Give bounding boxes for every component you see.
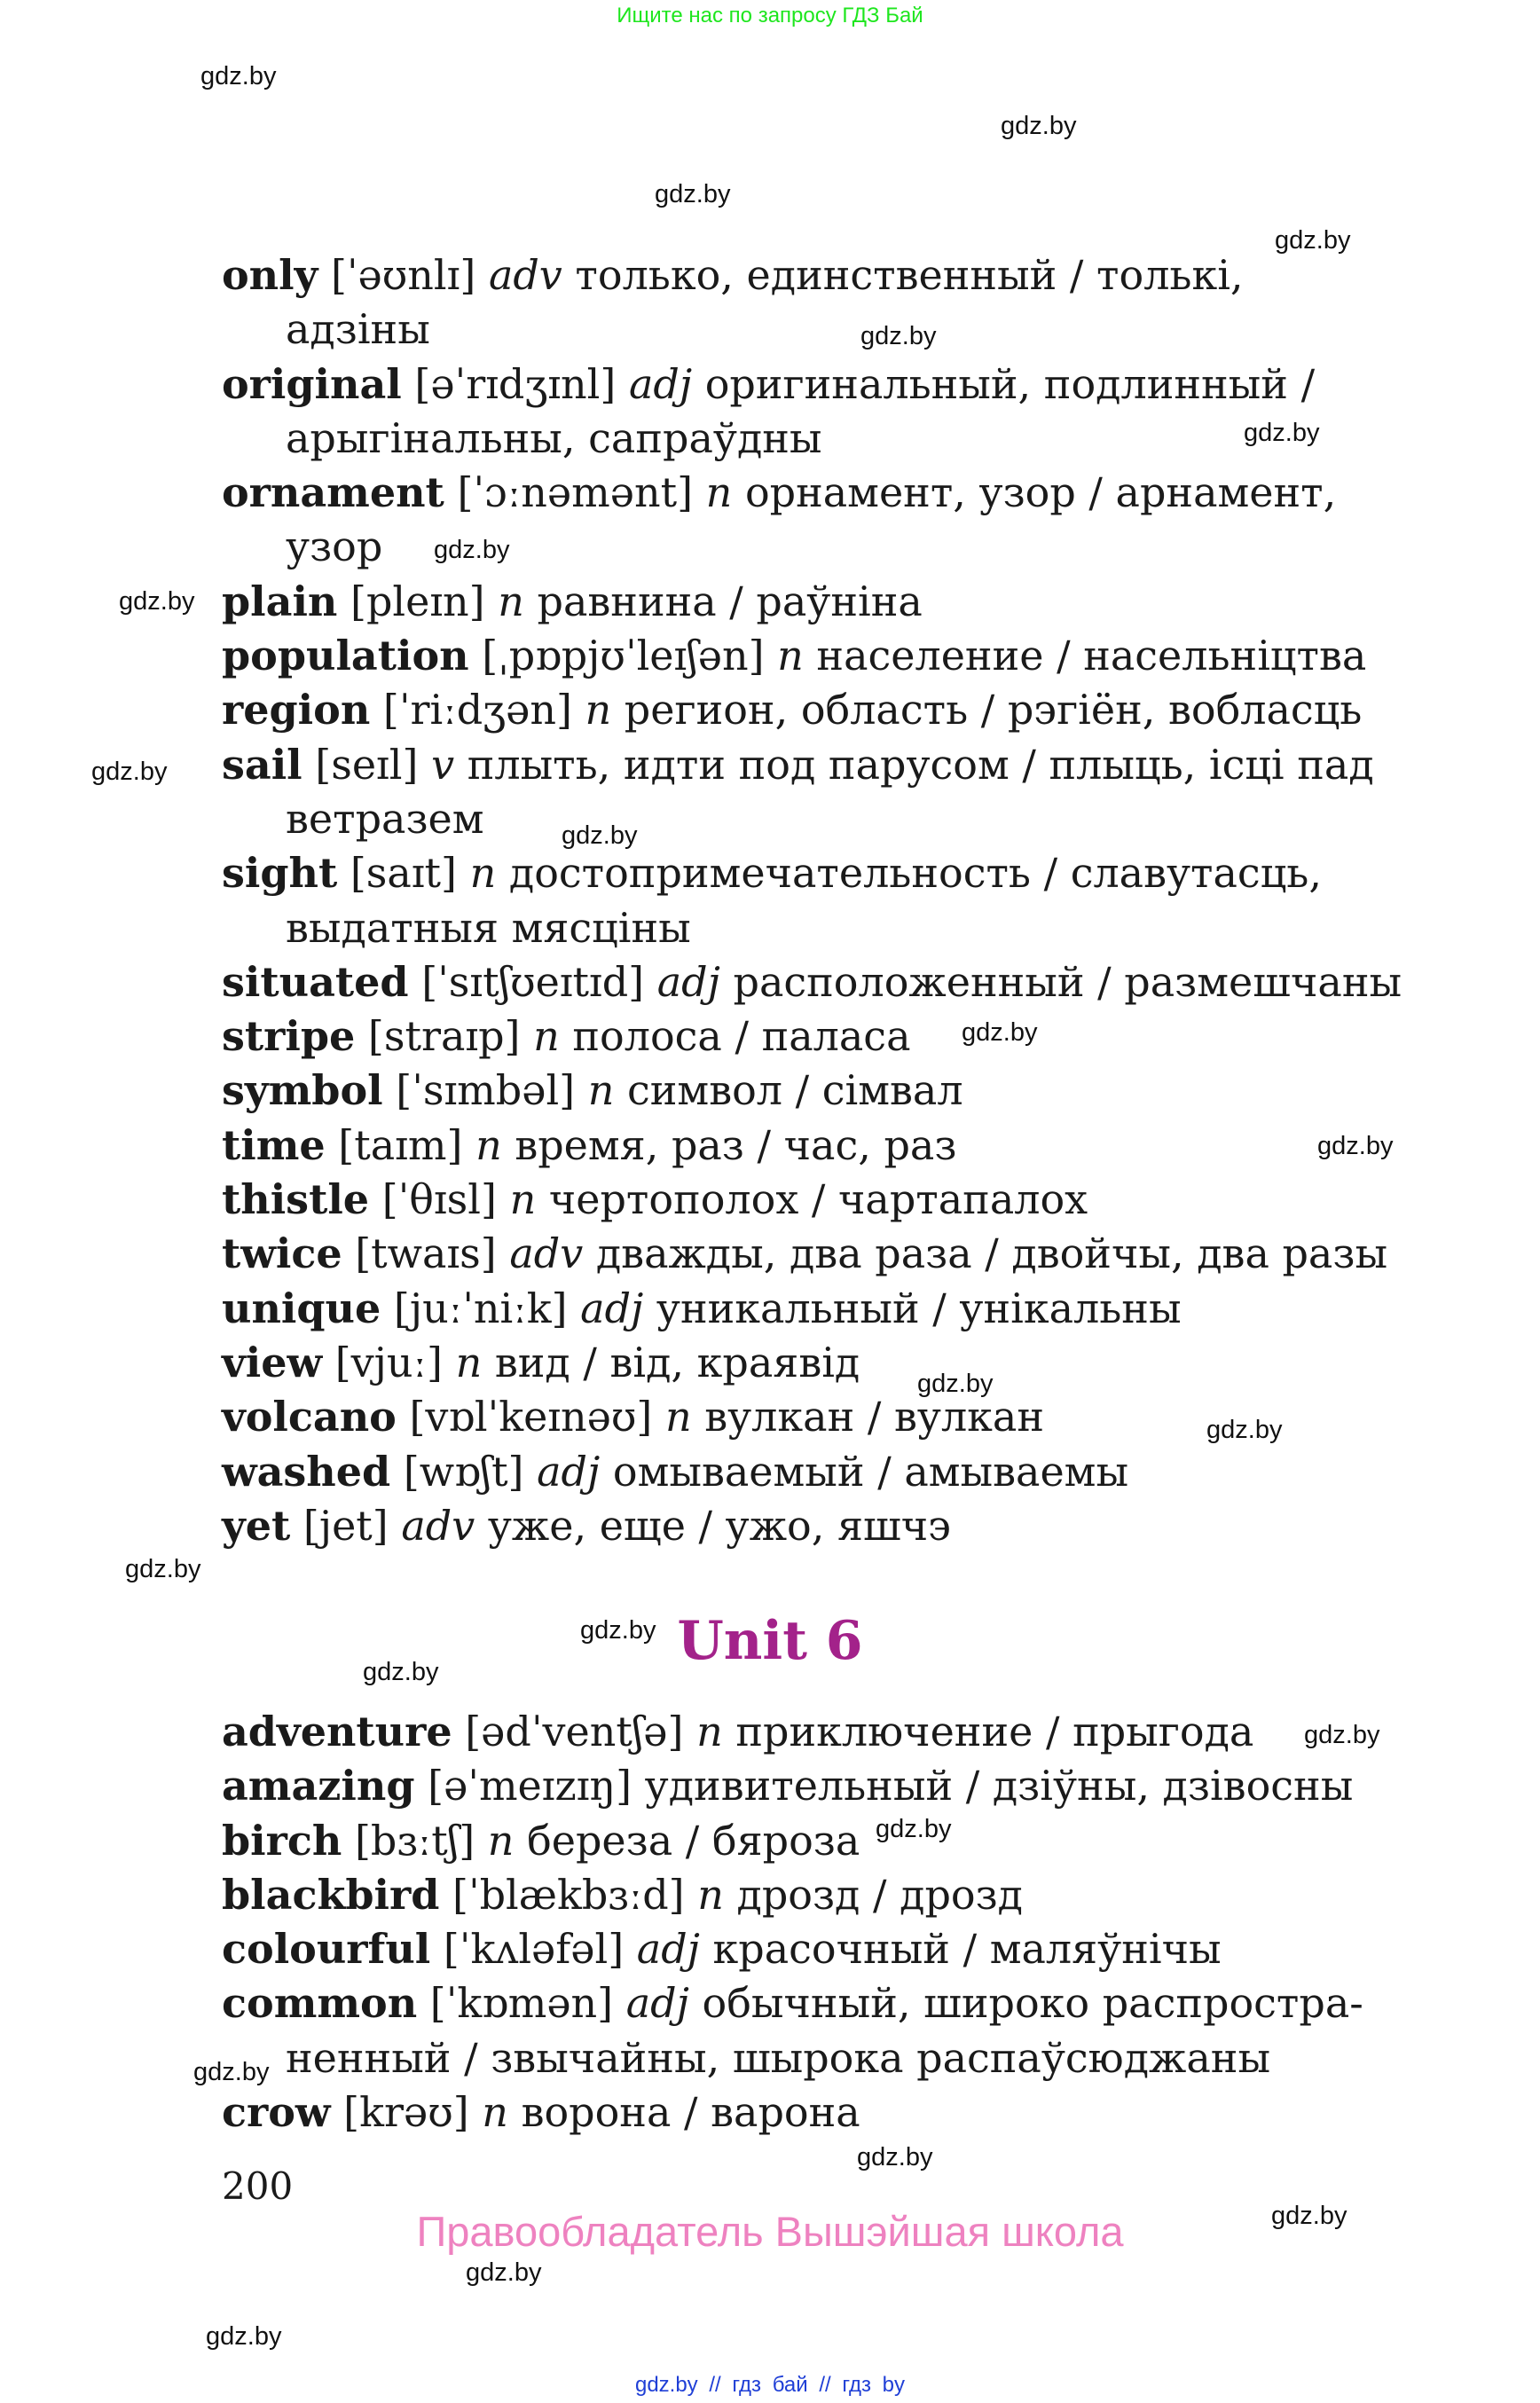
translation-continued: узор <box>286 522 383 571</box>
translation: обычный, широко распростра- <box>702 1979 1363 2028</box>
translation: дважды, два раза / двойчы, два разы <box>595 1229 1388 1278</box>
transcription: [pleɪn] <box>350 577 485 625</box>
transcription: [jet] <box>302 1501 389 1550</box>
part-of-speech: n <box>664 1393 692 1441</box>
vocab-entry-birch <box>222 1814 1407 1868</box>
vocab-entry-ornament <box>222 466 1407 575</box>
translation: время, раз / час, раз <box>515 1120 957 1169</box>
part-of-speech: adj <box>628 359 693 408</box>
watermark: gdz.by <box>363 1658 439 1686</box>
headword: region <box>222 686 371 734</box>
watermark: gdz.by <box>206 2322 282 2351</box>
headword: situated <box>222 957 409 1006</box>
headword: stripe <box>222 1012 356 1061</box>
vocab-entry-common <box>222 1976 1407 2085</box>
page-number: 200 <box>222 2164 294 2208</box>
vocabulary-list-unit6 <box>222 1705 1407 2140</box>
vocab-entry-thistle <box>222 1173 1407 1227</box>
translation-continued: арыгінальны, сапраўдны <box>286 413 822 462</box>
transcription: [əˈrɪdʒɪnl] <box>414 359 617 408</box>
headword: colourful <box>222 1925 431 1974</box>
translation: расположенный / размешчаны <box>733 957 1402 1006</box>
transcription: [vɒlˈkeɪnəʊ] <box>409 1393 653 1441</box>
translation: только, единственный / толькі, <box>575 251 1244 299</box>
vocab-entry-symbol <box>222 1064 1407 1118</box>
vocab-entry-adventure <box>222 1705 1407 1759</box>
translation: омываемый / амываемы <box>612 1447 1129 1496</box>
translation-continued: ветразем <box>286 794 484 843</box>
watermark: gdz.by <box>562 821 638 850</box>
watermark: gdz.by <box>119 587 195 616</box>
part-of-speech: adj <box>537 1447 601 1496</box>
vocab-entry-amazing <box>222 1759 1407 1813</box>
headword: thistle <box>222 1175 370 1224</box>
part-of-speech: adj <box>625 1979 689 2028</box>
translation: ворона / варона <box>521 2088 860 2137</box>
top-search-banner: Ищите нас по запросу ГДЗ Бай <box>617 4 923 27</box>
bottom-site-banner: gdz.by // гдз бай // гдз by <box>634 2373 906 2397</box>
translation: удивительный / дзіўны, дзівосны <box>644 1762 1354 1810</box>
vocab-entry-view <box>222 1336 1407 1390</box>
translation: чертополох / чартапалох <box>548 1175 1088 1224</box>
headword: plain <box>222 577 338 625</box>
headword: symbol <box>222 1066 383 1115</box>
transcription: [taɪm] <box>338 1120 463 1169</box>
translation: плыть, идти под парусом / плыць, ісці пад <box>467 740 1374 789</box>
vocab-entry-sail <box>222 738 1407 850</box>
transcription: [ˈsɪmbəl] <box>396 1066 576 1115</box>
part-of-speech: n <box>475 1120 502 1169</box>
part-of-speech: n <box>533 1012 560 1061</box>
part-of-speech: n <box>498 577 524 625</box>
translation: красочный / маляўнічы <box>712 1925 1222 1974</box>
transcription: [wɒʃt] <box>403 1447 524 1496</box>
part-of-speech: n <box>455 1338 483 1386</box>
watermark: gdz.by <box>860 322 937 350</box>
headword: only <box>222 251 318 299</box>
part-of-speech: n <box>509 1175 537 1224</box>
headword: crow <box>222 2088 331 2137</box>
vocab-entry-sight <box>222 846 1407 955</box>
translation-continued: ненный / звычайны, шырока распаўсюджаны <box>286 2033 1271 2082</box>
headword: population <box>222 632 469 680</box>
watermark: gdz.by <box>1001 112 1077 140</box>
translation: достопримечательность / славутасць, <box>508 849 1322 898</box>
vocab-entry-blackbird <box>222 1868 1407 1922</box>
part-of-speech: v <box>431 740 455 789</box>
transcription: [ˈəʊnlɪ] <box>330 251 476 299</box>
translation: оригинальный, подлинный / <box>704 359 1316 408</box>
headword: view <box>222 1338 323 1386</box>
translation: уникальный / унікальны <box>656 1284 1182 1332</box>
watermark: gdz.by <box>1271 2202 1348 2230</box>
part-of-speech: n <box>482 2088 508 2137</box>
watermark: gdz.by <box>125 1555 201 1583</box>
part-of-speech: adv <box>488 251 562 299</box>
unit-heading: Unit 6 <box>677 1610 863 1672</box>
headword: volcano <box>222 1393 397 1441</box>
headword: sight <box>222 849 338 898</box>
transcription: [vjuː] <box>334 1338 443 1386</box>
vocab-entry-colourful <box>222 1922 1407 1976</box>
watermark: gdz.by <box>1206 1416 1283 1444</box>
watermark: gdz.by <box>580 1616 656 1645</box>
part-of-speech: n <box>697 1870 724 1919</box>
watermark: gdz.by <box>1317 1132 1394 1160</box>
headword: time <box>222 1120 326 1169</box>
translation: дрозд / дрозд <box>736 1870 1023 1919</box>
copyright-notice: Правообладатель Вышэйшая школа <box>416 2208 1124 2255</box>
part-of-speech: n <box>705 468 733 517</box>
vocab-entry-region <box>222 683 1407 737</box>
transcription: [straɪp] <box>367 1012 521 1061</box>
translation: полоса / паласа <box>572 1012 911 1061</box>
part-of-speech: adv <box>401 1501 475 1550</box>
watermark: gdz.by <box>1275 226 1351 255</box>
watermark: gdz.by <box>91 758 168 786</box>
transcription: [krəʊ] <box>343 2088 469 2137</box>
translation: орнамент, узор / арнамент, <box>744 468 1337 517</box>
transcription: [ˈblækbɜːd] <box>452 1870 685 1919</box>
translation-continued: адзіны <box>286 305 430 354</box>
transcription: [ˈsɪtʃʊeɪtɪd] <box>421 957 645 1006</box>
headword: ornament <box>222 468 444 517</box>
transcription: [ˈriːdʒən] <box>382 686 572 734</box>
transcription: [ˈkɒmən] <box>429 1979 614 2028</box>
part-of-speech: n <box>469 849 497 898</box>
watermark: gdz.by <box>1244 419 1320 447</box>
part-of-speech: adj <box>636 1925 700 1974</box>
vocabulary-list-unit5 <box>222 248 1407 1553</box>
part-of-speech: n <box>777 632 804 680</box>
translation: береза / бяроза <box>527 1816 860 1865</box>
headword: washed <box>222 1447 391 1496</box>
transcription: [seɪl] <box>315 740 419 789</box>
vocab-entry-plain <box>222 575 1407 629</box>
part-of-speech: n <box>587 1066 615 1115</box>
transcription: [ˈɔːnəmənt] <box>457 468 694 517</box>
headword: blackbird <box>222 1870 440 1919</box>
transcription: [ˈkʌləfəl] <box>443 1925 625 1974</box>
headword: adventure <box>222 1708 452 1755</box>
watermark: gdz.by <box>1304 1721 1380 1749</box>
transcription: [əˈmeɪzɪŋ] <box>428 1762 632 1810</box>
translation-continued: выдатныя мясціны <box>286 903 691 952</box>
transcription: [ədˈventʃə] <box>465 1708 684 1755</box>
vocab-entry-crow <box>222 2085 1407 2140</box>
translation: приключение / прыгода <box>735 1708 1254 1755</box>
vocab-entry-population <box>222 629 1407 683</box>
watermark: gdz.by <box>857 2143 933 2171</box>
vocab-entry-only <box>222 248 1407 357</box>
transcription: [juːˈniːk] <box>393 1284 568 1332</box>
watermark: gdz.by <box>200 62 277 90</box>
translation: население / насельніцтва <box>816 632 1367 680</box>
translation: вид / від, краявід <box>494 1338 860 1386</box>
vocab-entry-situated <box>222 955 1407 1009</box>
headword: common <box>222 1979 418 2028</box>
vocab-entry-washed <box>222 1445 1407 1499</box>
part-of-speech: n <box>696 1708 723 1755</box>
headword: original <box>222 359 402 408</box>
watermark: gdz.by <box>466 2258 542 2287</box>
headword: birch <box>222 1816 342 1865</box>
vocab-entry-time <box>222 1119 1407 1173</box>
watermark: gdz.by <box>917 1370 994 1398</box>
vocab-entry-unique <box>222 1282 1407 1336</box>
watermark: gdz.by <box>434 536 510 564</box>
transcription: [saɪt] <box>350 849 457 898</box>
watermark: gdz.by <box>655 180 731 208</box>
translation: вулкан / вулкан <box>704 1393 1044 1441</box>
headword: twice <box>222 1229 342 1278</box>
transcription: [twaɪs] <box>355 1229 497 1278</box>
part-of-speech: n <box>487 1816 515 1865</box>
part-of-speech: n <box>585 686 612 734</box>
headword: yet <box>222 1501 291 1550</box>
part-of-speech: adj <box>580 1284 644 1332</box>
watermark: gdz.by <box>193 2058 270 2086</box>
headword: unique <box>222 1284 381 1332</box>
part-of-speech: adj <box>656 957 720 1006</box>
watermark: gdz.by <box>962 1018 1038 1047</box>
watermark: gdz.by <box>876 1815 952 1843</box>
vocab-entry-original <box>222 357 1407 467</box>
transcription: [ˌpɒpjʊˈleɪʃən] <box>482 632 765 680</box>
vocab-entry-yet <box>222 1499 1407 1553</box>
headword: sail <box>222 740 302 789</box>
headword: amazing <box>222 1762 415 1810</box>
part-of-speech: adv <box>509 1229 584 1278</box>
transcription: [bɜːtʃ] <box>354 1816 475 1865</box>
translation: регион, область / рэгіён, вобласць <box>624 686 1363 734</box>
vocab-entry-stripe <box>222 1009 1407 1064</box>
transcription: [ˈθɪsl] <box>381 1175 497 1224</box>
translation: уже, еще / ужо, яшчэ <box>487 1501 951 1550</box>
vocab-entry-twice <box>222 1227 1407 1281</box>
translation: равнина / раўніна <box>537 577 923 625</box>
translation: символ / сімвал <box>627 1066 963 1115</box>
